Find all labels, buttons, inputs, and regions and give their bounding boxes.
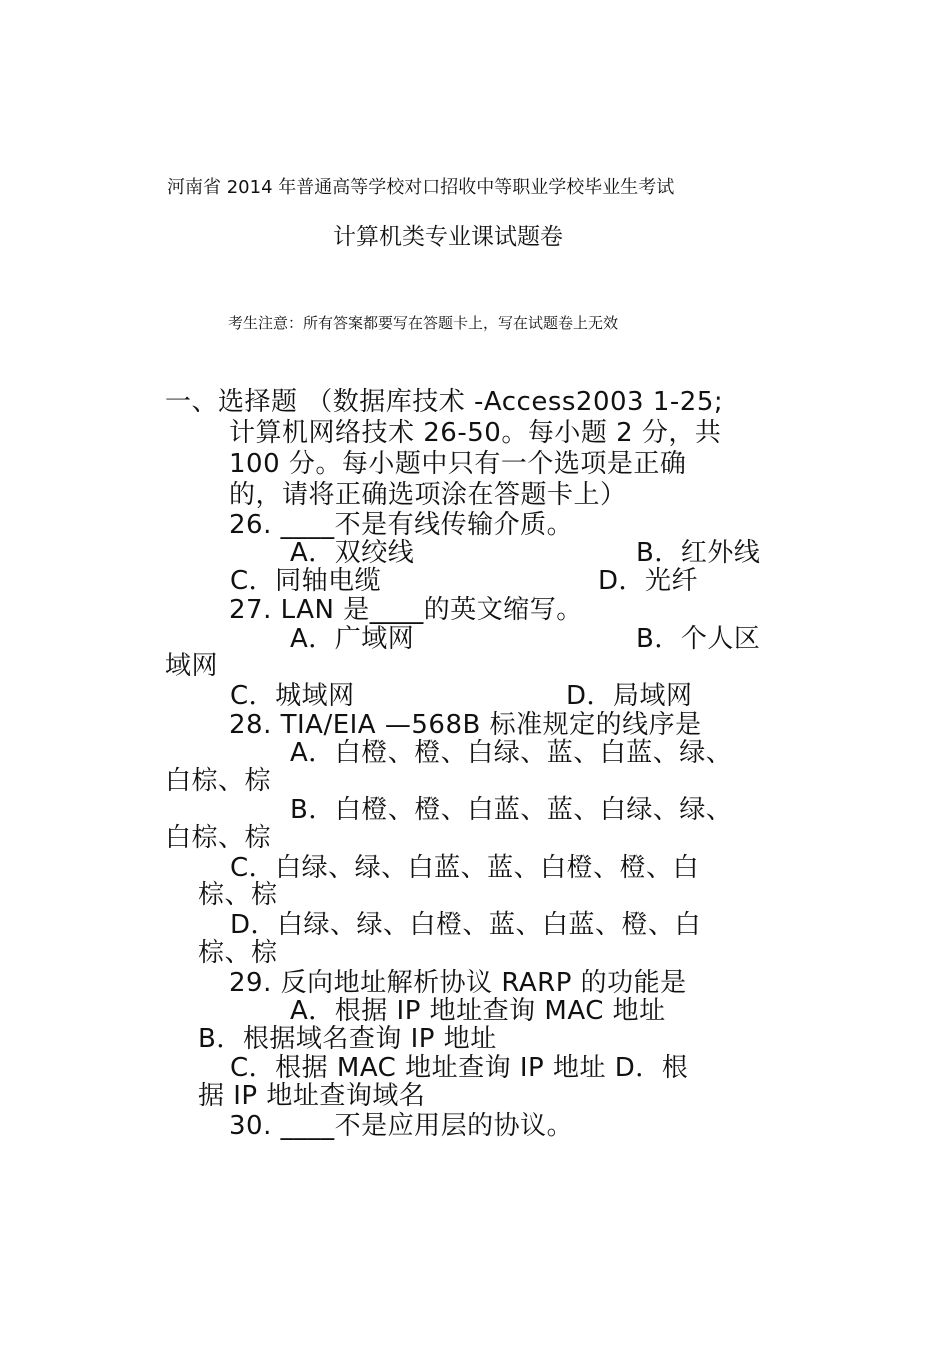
question-29-option-b: B．根据域名查询 IP 地址 bbox=[198, 1024, 497, 1054]
question-28-option-d-cont: 棕、棕 bbox=[198, 938, 278, 968]
question-27-stem: 27. LAN 是____的英文缩写。 bbox=[229, 595, 583, 625]
question-26-option-c: C．同轴电缆 bbox=[230, 566, 382, 596]
exam-notice: 考生注意：所有答案都要写在答题卡上，写在试题卷上无效 bbox=[228, 314, 619, 332]
question-28-option-a: A．白橙、橙、白绿、蓝、白蓝、绿、 bbox=[290, 738, 733, 768]
question-26-option-b: B．红外线 bbox=[636, 538, 761, 568]
question-27-option-b: B．个人区 bbox=[636, 624, 761, 654]
question-27-option-d: D．局域网 bbox=[566, 681, 693, 711]
question-27-option-a: A．广域网 bbox=[290, 624, 415, 654]
section-heading-line4: 的，请将正确选项涂在答题卡上） bbox=[229, 480, 627, 510]
question-27-option-c: C．城域网 bbox=[230, 681, 355, 711]
section-heading-line2: 计算机网络技术 26-50。每小题 2 分，共 bbox=[229, 418, 722, 448]
question-29-option-a: A．根据 IP 地址查询 MAC 地址 bbox=[290, 996, 666, 1026]
exam-title: 计算机类专业课试题卷 bbox=[333, 224, 563, 250]
question-29-stem: 29. 反向地址解析协议 RARP 的功能是 bbox=[229, 968, 687, 998]
question-28-stem: 28. TIA/EIA —568B 标准规定的线序是 bbox=[229, 710, 702, 740]
question-27-option-b-cont: 域网 bbox=[165, 651, 219, 681]
exam-header-line1: 河南省 2014 年普通高等学校对口招收中等职业学校毕业生考试 bbox=[167, 177, 675, 198]
section-heading-line3: 100 分。每小题中只有一个选项是正确 bbox=[229, 449, 687, 479]
question-26-option-d: D．光纤 bbox=[598, 566, 699, 596]
question-29-option-c-d: C．根据 MAC 地址查询 IP 地址 D．根 bbox=[230, 1053, 689, 1083]
question-28-option-c: C．白绿、绿、白蓝、蓝、白橙、橙、白 bbox=[230, 853, 700, 883]
question-30-stem: 30. ____不是应用层的协议。 bbox=[229, 1111, 574, 1141]
question-26-option-a: A．双绞线 bbox=[290, 538, 415, 568]
question-28-option-b: B．白橙、橙、白蓝、蓝、白绿、绿、 bbox=[290, 795, 733, 825]
question-28-option-d: D．白绿、绿、白橙、蓝、白蓝、橙、白 bbox=[230, 910, 702, 940]
question-28-option-b-cont: 白棕、棕 bbox=[165, 823, 272, 853]
question-29-option-d-cont: 据 IP 地址查询域名 bbox=[198, 1081, 426, 1111]
section-heading-line1: 一、选择题 （数据库技术 -Access2003 1-25; bbox=[165, 387, 724, 417]
question-28-option-a-cont: 白棕、棕 bbox=[165, 766, 272, 796]
question-28-option-c-cont: 棕、棕 bbox=[198, 880, 278, 910]
question-26-stem: 26. ____不是有线传输介质。 bbox=[229, 510, 574, 540]
